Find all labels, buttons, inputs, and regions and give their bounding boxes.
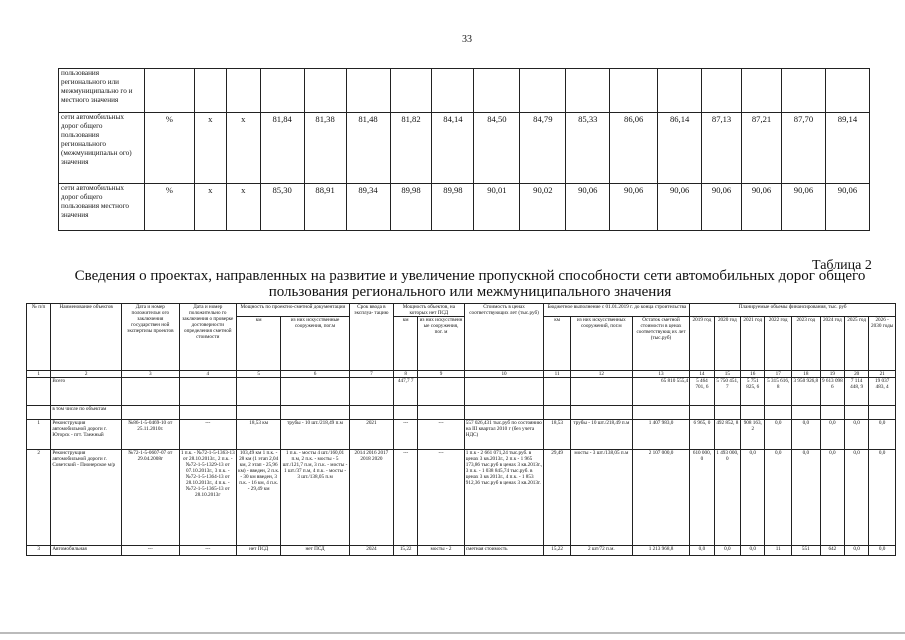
cell: 0,0 bbox=[845, 450, 869, 546]
header-expertise: Дата и номер положительн ого заключения государствен ной экспертизы проектов bbox=[122, 304, 179, 371]
cell: 2014 2016 2017 2018 2020 bbox=[349, 450, 393, 546]
cell: 81,82 bbox=[390, 113, 432, 184]
cell: 90,06 bbox=[566, 184, 610, 231]
cell: 84,50 bbox=[474, 113, 520, 184]
total-cell: 7 114 448, 9 bbox=[845, 378, 869, 406]
cell: 18,53 bbox=[544, 420, 571, 450]
cell: 18,53 км bbox=[237, 420, 281, 450]
table-row bbox=[59, 69, 870, 113]
cell: нет ПСД bbox=[237, 546, 281, 556]
total-cell: 5 751 825, 6 bbox=[741, 378, 765, 406]
cell: 90,06 bbox=[825, 184, 869, 231]
header-year: 2024 год bbox=[820, 317, 844, 371]
header-year: 2020 год bbox=[714, 317, 741, 371]
row-label: сети автомобильных дорог общего пользования регионального (межмуниципальн ого) значения bbox=[59, 113, 145, 184]
total-cell: 5 750 451, 7 bbox=[714, 378, 741, 406]
header-deadline: Срок ввода в эксплуа- тацию bbox=[349, 304, 393, 371]
cell: 0,0 bbox=[869, 450, 896, 546]
header-year: 2025 год bbox=[845, 317, 869, 371]
row-label: сети автомобильных дорог общего пользования местного значения bbox=[59, 184, 145, 231]
cell: 2021 bbox=[349, 420, 393, 450]
cell: х bbox=[194, 113, 226, 184]
cell: --- bbox=[394, 420, 418, 450]
col-number: 12 bbox=[570, 371, 632, 378]
header-check: Дата и номер положительно го заключения о проверке достоверности определения сметной стоимости bbox=[179, 304, 236, 371]
cell: 87,13 bbox=[702, 113, 742, 184]
cell: 15,22 bbox=[544, 546, 571, 556]
cell: --- bbox=[418, 420, 464, 450]
col-number: 15 bbox=[714, 371, 741, 378]
page-number: 33 bbox=[462, 34, 472, 45]
table-row bbox=[27, 450, 896, 546]
total-cell: 3 950 926,8 bbox=[791, 378, 820, 406]
cell: 0,0 bbox=[741, 546, 765, 556]
cell: 0,0 bbox=[845, 546, 869, 556]
cell: 0,0 bbox=[791, 420, 820, 450]
total-cell: 19 037 483, 4 bbox=[869, 378, 896, 406]
cell: 87,70 bbox=[782, 113, 826, 184]
cell: 81,38 bbox=[304, 113, 346, 184]
header-done: Бюджетное выполнение с 01.01.2019 г. до конца строительства bbox=[544, 304, 690, 317]
table-row bbox=[27, 420, 896, 450]
cell: 0,0 bbox=[741, 450, 765, 546]
col-number: 16 bbox=[741, 371, 765, 378]
table-label: Таблица 2 bbox=[812, 258, 872, 273]
cell: 0,0 bbox=[820, 420, 844, 450]
col-number: 19 bbox=[820, 371, 844, 378]
header-cost: Стоимость в ценах соответствующих лет (тыс.руб) bbox=[464, 304, 544, 371]
cell: 103,49 км 1 п.к. - 28 км (1 этап 2,04 км, 2 этап - 25,96 км) - введен, 2 п.к. - 30 км введен, 3 п.к. - 16 км, 4 п.к. - 29,49 км bbox=[237, 450, 281, 546]
cell: 85,33 bbox=[566, 113, 610, 184]
table-row bbox=[59, 113, 870, 184]
cell: 81,48 bbox=[346, 113, 390, 184]
cell: Реконструкция автомобильной дороги г. Советский - Пионерское м/р bbox=[51, 450, 122, 546]
cell: трубы - 10 шт./218,49 п.м bbox=[281, 420, 350, 450]
header-power: Мощность по проектно-сметной документации bbox=[237, 304, 350, 317]
header-year: 2022 год bbox=[765, 317, 792, 371]
col-number: 1 bbox=[27, 371, 51, 378]
total-cell: 65 810 555,4 bbox=[632, 378, 689, 406]
total-label: Всего bbox=[51, 378, 122, 406]
col-number: 9 bbox=[418, 371, 464, 378]
cell: сметная стоимость bbox=[464, 546, 544, 556]
header-row bbox=[27, 304, 896, 317]
cell: 1 п.к. - №72-1-5-1363-13 от 28.10.2013г., 2 п.к. - №72-1-5-1329-13 от 07.10.2013г., 3 п.к. - №72-1-5-1364-13 от 28.10.2013г., 4 п.к. - №72-1-5-1365-13 от 28.10.2013г bbox=[179, 450, 236, 546]
cell: 551 bbox=[791, 546, 820, 556]
cell: 90,06 bbox=[782, 184, 826, 231]
cell: 1 п.к - 2 661 071,24 тыс.руб. в ценах 3 кв.2013г., 2 п.к - 1 965 173,86 тыс.руб в ценах 3 кв.2013г., 3 п.к. - 1 038 845,74 тыс.руб. в ценах 3 кв 2013г., 4 п.к. - 1 853 912,36 тыс.руб в ценах 3 кв.2013г. bbox=[464, 450, 544, 546]
cell: 88,91 bbox=[304, 184, 346, 231]
header-num: № п/п bbox=[27, 304, 51, 371]
cell: 89,98 bbox=[432, 184, 474, 231]
header-cap-km: км bbox=[394, 317, 418, 371]
total-cell: 5 464 701, 6 bbox=[690, 378, 714, 406]
cell: --- bbox=[418, 450, 464, 546]
cell: мосты - 3 шт./138,05 п.м bbox=[570, 450, 632, 546]
cell: 610 000, 0 bbox=[690, 450, 714, 546]
cell: 1 п.к. - мосты 4 шт./160,01 п.м, 2 п.к. - мосты - 5 шт./121,7 п.м, 3 п.к. - мосты - 1 шт./37 п.м, 4 п.к. - мосты - 3 шт./138,05 п.м bbox=[281, 450, 350, 546]
cell: 90,06 bbox=[742, 184, 782, 231]
cell: --- bbox=[122, 546, 179, 556]
cell: 0,0 bbox=[869, 546, 896, 556]
header-rest: Остаток сметной стоимости в ценах соответствующ их лет (тыс.руб) bbox=[632, 317, 689, 371]
cell: 90,06 bbox=[658, 184, 702, 231]
cell: 86,06 bbox=[610, 113, 658, 184]
header-struct: из них искусственные сооружения, пог.м bbox=[281, 317, 350, 371]
cell: 89,34 bbox=[346, 184, 390, 231]
cell: 0,0 bbox=[765, 450, 792, 546]
cell: 0,0 bbox=[845, 420, 869, 450]
header-km: км bbox=[237, 317, 281, 371]
cell: №72-1-5-0607-07 от 29.04.2008г bbox=[122, 450, 179, 546]
col-number: 21 bbox=[869, 371, 896, 378]
cell: х bbox=[194, 184, 226, 231]
col-number: 6 bbox=[281, 371, 350, 378]
row-label: пользования регионального или межмуниципально го и местного значения bbox=[59, 69, 145, 113]
header-year: 2023 год bbox=[791, 317, 820, 371]
table-row bbox=[27, 546, 896, 556]
cell: 1 407 983,0 bbox=[632, 420, 689, 450]
cell: 2 107 000,0 bbox=[632, 450, 689, 546]
cell: 85,30 bbox=[260, 184, 304, 231]
header-year: 2026 - 2030 годы bbox=[869, 317, 896, 371]
col-number: 3 bbox=[122, 371, 179, 378]
cell: 15,22 bbox=[394, 546, 418, 556]
cell: 557 026,431 тыс.руб по состоянию на III квартал 2010 г (без учета НДС) bbox=[464, 420, 544, 450]
cell: 84,79 bbox=[520, 113, 566, 184]
cell: 1 bbox=[27, 420, 51, 450]
cell: 1 493 000, 0 bbox=[714, 450, 741, 546]
header-year: 2021 год bbox=[741, 317, 765, 371]
col-number: 8 bbox=[394, 371, 418, 378]
cell: 0,0 bbox=[791, 450, 820, 546]
section-title: Сведения о проектах, направленных на развитие и увеличение пропускной способности сети автомобильных дорог общего пользования регионального или межмуниципального значения bbox=[74, 268, 866, 300]
col-number: 11 bbox=[544, 371, 571, 378]
col-number: 13 bbox=[632, 371, 689, 378]
cell: 0,0 bbox=[820, 450, 844, 546]
header-name: Наименование объектов bbox=[51, 304, 122, 371]
cell: трубы - 10 шт./218,49 п.м bbox=[570, 420, 632, 450]
cell: 90,01 bbox=[474, 184, 520, 231]
cell: х bbox=[226, 113, 260, 184]
cell: --- bbox=[394, 450, 418, 546]
total-cell: 9 613 098 6 bbox=[820, 378, 844, 406]
header-capacity: Мощность объектов, на которых нет ПСД bbox=[394, 304, 465, 317]
cell: 642 bbox=[820, 546, 844, 556]
cell: 86,14 bbox=[658, 113, 702, 184]
cell: х bbox=[226, 184, 260, 231]
header-done-struct: из них искусственных сооружений, пог.м bbox=[570, 317, 632, 371]
total-cell: 447,7 7 bbox=[394, 378, 418, 406]
col-number: 18 bbox=[791, 371, 820, 378]
subheader-row bbox=[27, 406, 896, 420]
col-number: 4 bbox=[179, 371, 236, 378]
cell: Автомобильная bbox=[51, 546, 122, 556]
header-cap-struct: из них искусственн ые сооружения, пог. м bbox=[418, 317, 464, 371]
cell: 89,14 bbox=[825, 113, 869, 184]
cell: 84,14 bbox=[432, 113, 474, 184]
cell: --- bbox=[179, 420, 236, 450]
col-number: 17 bbox=[765, 371, 792, 378]
col-number: 14 bbox=[690, 371, 714, 378]
col-number: 7 bbox=[349, 371, 393, 378]
total-row bbox=[27, 378, 896, 406]
cell: 2 bbox=[27, 450, 51, 546]
total-cell: 5 315 616, 8 bbox=[765, 378, 792, 406]
cell: 0,0 bbox=[765, 420, 792, 450]
cell: 87,21 bbox=[742, 113, 782, 184]
indicators-table bbox=[58, 68, 870, 231]
cell: 0,0 bbox=[714, 546, 741, 556]
scan-edge bbox=[0, 632, 905, 634]
table-row bbox=[59, 184, 870, 231]
cell: нет ПСД bbox=[281, 546, 350, 556]
col-number: 20 bbox=[845, 371, 869, 378]
incl-label: в том числе по объектам bbox=[51, 406, 122, 420]
cell: 90,06 bbox=[702, 184, 742, 231]
cell: 3 bbox=[27, 546, 51, 556]
cell: % bbox=[144, 113, 194, 184]
col-number: 10 bbox=[464, 371, 544, 378]
cell: 90,06 bbox=[610, 184, 658, 231]
cell: 11 bbox=[765, 546, 792, 556]
cell: 492 852, 8 bbox=[714, 420, 741, 450]
cell: 81,84 bbox=[260, 113, 304, 184]
cell: 2 шт/72 п.м. bbox=[570, 546, 632, 556]
cell: мосты - 2 bbox=[418, 546, 464, 556]
cell: 90,02 bbox=[520, 184, 566, 231]
cell: 0,0 bbox=[690, 546, 714, 556]
cell: Реконструкция автомобильной дороги г. Югорск - пгт. Таежный bbox=[51, 420, 122, 450]
cell: №86-1-5-0469-10 от 25.11.2010г. bbox=[122, 420, 179, 450]
cell: 6 965, 0 bbox=[690, 420, 714, 450]
cell: % bbox=[144, 184, 194, 231]
cell: 89,98 bbox=[390, 184, 432, 231]
header-plan: Планируемые объемы финансирования, тыс. руб bbox=[690, 304, 896, 317]
projects-table bbox=[26, 303, 896, 556]
header-year: 2019 год bbox=[690, 317, 714, 371]
cell: 29,49 bbox=[544, 450, 571, 546]
cell: 1 213 968,8 bbox=[632, 546, 689, 556]
col-number: 2 bbox=[51, 371, 122, 378]
cell: 2024 bbox=[349, 546, 393, 556]
col-number: 5 bbox=[237, 371, 281, 378]
cell: 0,0 bbox=[869, 420, 896, 450]
header-done-km: км bbox=[544, 317, 571, 371]
cell: --- bbox=[179, 546, 236, 556]
cell: 908 163, 2 bbox=[741, 420, 765, 450]
column-number-row bbox=[27, 371, 896, 378]
